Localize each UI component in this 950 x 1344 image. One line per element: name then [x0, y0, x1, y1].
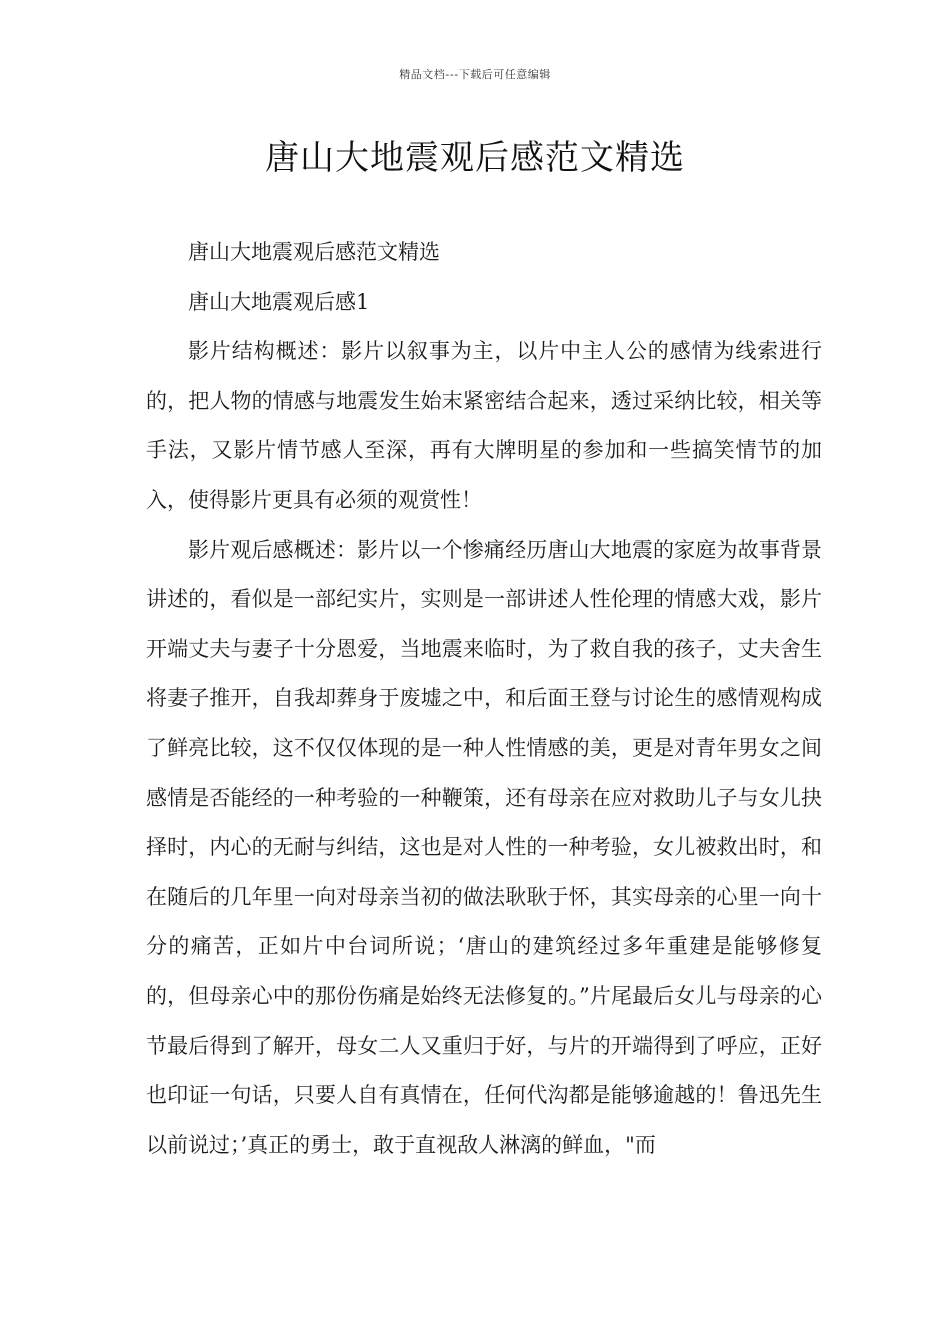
paragraph-heading: 唐山大地震观后感1: [188, 289, 370, 314]
header-note: 精品文档---下载后可任意编辑: [399, 68, 551, 81]
document-title: 唐山大地震观后感范文精选: [265, 138, 685, 178]
paragraph-review-overview: 影片观后感概述：影片以一个惨痛经历唐山大地震的家庭为故事背景讲述的，看似是一部纪实片，实则是一部讲述人性伦理的情感大戏，影片开端丈夫与妻子十分恩爱，当地震来临时，为了救自我的孩子，丈夫舍生将妻子推开，自我却葬身于废墟之中，和后面王登与讨论生的感情观构成了鲜亮比较，这不仅仅体现的是一种人性情感的美，更是对青年男女之间感情是否能经的一种考验的一种鞭策，还有母亲在应对救助儿子与女儿抉择时，内心的无耐与纠结，这也是对人性的一种考验，女儿被救出时，和在随后的几年里一向对母亲当初的做法耿耿于怀，其实母亲的心里一向十分的痛苦，正如片中台词所说；‘唐山的建筑经过多年重建是能够修复的，但母亲心中的那份伤痛是始终无法修复的。”片尾最后女儿与母亲的心节最后得到了解开，母女二人又重归于好，与片的开端得到了呼应，正好也印证一句话，只要人自有真情在，任何代沟都是能够逾越的！鲁迅先生以前说过；’真正的勇士，敢于直视敌人淋漓的鲜血，"而: [146, 537, 822, 1157]
document-body: [146, 228, 822, 1170]
paragraph-subtitle: 唐山大地震观后感范文精选: [188, 240, 440, 264]
paragraph-structure-overview: 影片结构概述：影片以叙事为主，以片中主人公的感情为线索进行的，把人物的情感与地震发生始末紧密结合起来，透过采纳比较，相关等手法，又影片情节感人至深，再有大牌明星的参加和一些搞笑情节的加入，使得影片更具有必须的观赏性！: [146, 339, 822, 512]
